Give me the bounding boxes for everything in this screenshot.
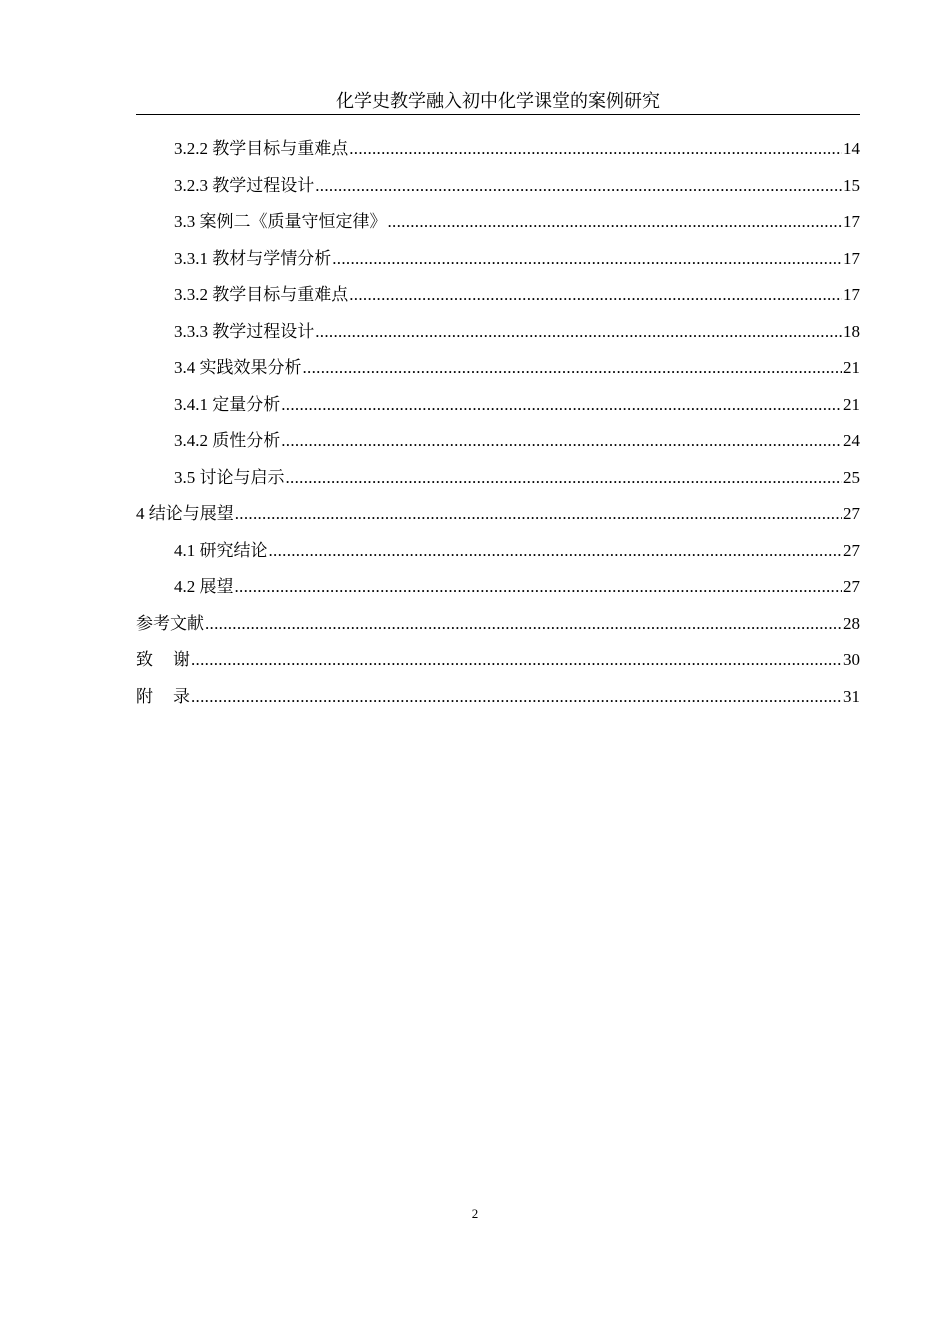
toc-dot-leader — [281, 387, 842, 424]
toc-entry-label: 3.3.3 教学过程设计 — [174, 321, 315, 341]
toc-page-number: 25 — [843, 467, 860, 487]
toc-dot-leader — [349, 277, 842, 314]
toc-entry-label: 3.3.1 教材与学情分析 — [174, 248, 332, 268]
toc-entry-label: 3.2.2 教学目标与重难点 — [174, 139, 349, 158]
toc-entry-label: 3.2.3 教学过程设计 — [174, 175, 315, 195]
toc-page-number: 27 — [843, 504, 860, 523]
toc-entry[interactable] — [136, 569, 860, 606]
toc-entry-label: 3.4 实践效果分析 — [174, 358, 302, 377]
table-of-contents — [136, 131, 860, 715]
toc-page-number: 17 — [843, 285, 860, 304]
toc-entry-label: 3.3 案例二《质量守恒定律》 — [174, 212, 387, 231]
toc-page-number: 30 — [843, 650, 860, 669]
toc-dot-leader — [332, 241, 842, 278]
toc-page-number: 27 — [843, 540, 860, 560]
toc-entry[interactable] — [136, 350, 860, 387]
toc-entry-label: 3.4.1 定量分析 — [174, 394, 281, 414]
toc-entry[interactable] — [136, 496, 860, 533]
toc-dot-leader — [286, 460, 843, 497]
toc-page-number: 21 — [843, 358, 860, 377]
toc-dot-leader — [388, 204, 843, 241]
toc-entry-label: 3.5 讨论与启示 — [174, 467, 285, 487]
toc-page-number: 17 — [843, 248, 860, 268]
toc-dot-leader — [235, 496, 842, 533]
toc-dot-leader — [349, 131, 842, 168]
toc-entry[interactable] — [136, 606, 860, 643]
toc-dot-leader — [315, 168, 842, 205]
toc-entry-label: 4.2 展望 — [174, 577, 234, 596]
toc-page-number: 24 — [843, 431, 860, 450]
toc-entry-label: 3.3.2 教学目标与重难点 — [174, 285, 349, 304]
toc-entry[interactable] — [136, 277, 860, 314]
toc-dot-leader — [269, 533, 843, 570]
toc-entry[interactable] — [136, 387, 860, 424]
toc-dot-leader — [235, 569, 843, 606]
toc-entry[interactable] — [136, 204, 860, 241]
toc-entry[interactable] — [136, 460, 860, 497]
toc-page-number: 31 — [843, 686, 860, 706]
toc-page-number: 21 — [843, 394, 860, 414]
toc-page-number: 28 — [843, 613, 860, 633]
page-number: 2 — [471, 1206, 479, 1221]
toc-dot-leader — [281, 423, 842, 460]
toc-entry[interactable] — [136, 533, 860, 570]
toc-dot-leader — [191, 679, 842, 716]
toc-entry[interactable] — [136, 168, 860, 205]
toc-page-number: 14 — [843, 139, 860, 158]
toc-dot-leader — [315, 314, 842, 351]
toc-entry-label: 附录 — [136, 686, 210, 706]
toc-entry-label: 4.1 研究结论 — [174, 540, 268, 560]
toc-dot-leader — [191, 642, 842, 679]
toc-entry[interactable] — [136, 241, 860, 278]
toc-dot-leader — [303, 350, 843, 387]
toc-page-number: 27 — [843, 577, 860, 596]
toc-entry[interactable] — [136, 314, 860, 351]
toc-entry[interactable] — [136, 423, 860, 460]
toc-entry[interactable] — [136, 679, 860, 716]
toc-page-number: 18 — [843, 321, 860, 341]
toc-entry-label: 致谢 — [136, 650, 210, 669]
running-header: 化学史教学融入初中化学课堂的案例研究 — [136, 88, 860, 115]
toc-entry[interactable] — [136, 642, 860, 679]
toc-entry-label: 3.4.2 质性分析 — [174, 431, 281, 450]
toc-page-number: 15 — [843, 175, 860, 195]
toc-page-number: 17 — [843, 212, 860, 231]
toc-dot-leader — [205, 606, 842, 643]
toc-entry[interactable] — [136, 131, 860, 168]
toc-entry-label: 4 结论与展望 — [136, 504, 234, 523]
toc-entry-label: 参考文献 — [136, 613, 204, 633]
